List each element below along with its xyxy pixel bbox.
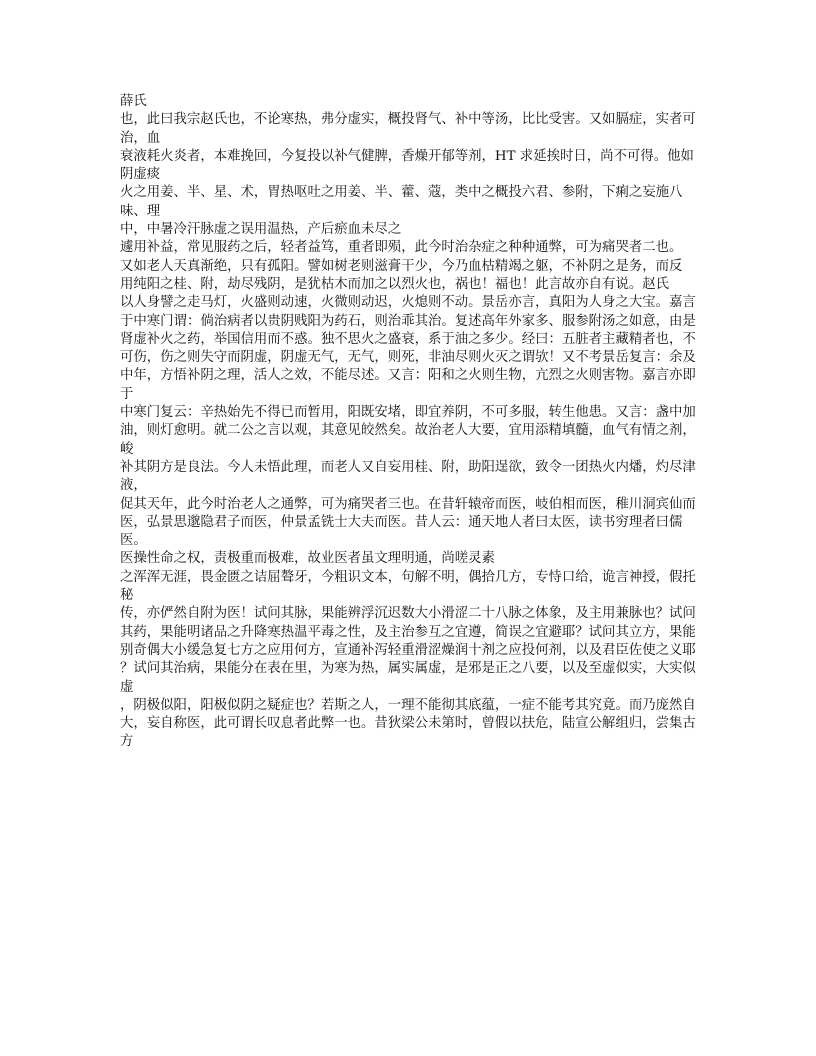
paragraph-line: 中年，方悟补阴之理，活人之效，不能尽述。又言：阳和之火则生物，亢烈之火则害物。嘉言亦即于 [120,368,696,402]
paragraph-line: 也，此曰我宗赵氏也，不论寒热，弗分虚实，概投肾气、补中等汤，比比受害。又如膈症，实者可治，血 [120,112,696,146]
paragraph-line: 医操性命之权，责极重而极难，故业医者虽文理明通，尚嗟灵素 [120,551,495,567]
paragraph-line: 又如老人天真渐绝，只有孤阳。譬如树老则滋膏干少，今乃血枯精竭之躯，不补阴之是务，而反 [120,258,683,274]
paragraph-line: 油，则灯愈明。就二公之言以观，其意见皎然矣。故治老人大要，宜用添精填髓，血气有情之剂，峻 [120,423,696,457]
paragraph-line: 可伤，伤之则失守而阴虚，阴虚无气，无气，则死，非油尽则火灭之谓欤！又不考景岳复言：余及 [120,350,696,366]
paragraph-line: 薛氏 [120,94,147,109]
paragraph-line: 中，中暑冷汗脉虚之误用温热，产后瘀血未尽之 [120,222,402,238]
paragraph-line: 别奇偶大小缓急复七方之应用何方，宣通补泻轻重滑涩燥润十剂之应投何剂，以及君臣佐使之义耶 [120,642,696,658]
paragraph-line: 补其阴方是良法。今人未悟此理，而老人又自妄用桂、附，助阳逞欲，致令一团热火内燔，灼尽津液， [120,459,696,494]
paragraph-line: ？试问其治病，果能分在表在里，为寒为热，属实属虚，是邪是正之八要，以及至虚似实，大实似虚 [120,661,696,695]
paragraph-line: 肾虚补火之药，举国信用而不惑。独不思火之盛衰，系于油之多少。经曰：五脏者主藏精者也，不 [120,331,696,347]
paragraph-line: 用纯阳之桂、附，劫尽残阴，是犹枯木而加之以烈火也，祸也！福也！此言故亦自有说。赵氏 [120,276,670,292]
paragraph-line: 遽用补益，常见服药之后，轻者益笃，重者即殒，此今时治杂症之种种通弊，可为痛哭者二也。 [120,240,683,256]
paragraph-line: 医，弘景思邈隐君子而医，仲景孟铣士大夫而医。昔人云：通天地人者曰太医，读书穷理者曰儒医。 [120,514,683,549]
paragraph-line: 以人身譬之走马灯，火盛则动速，火微则动迟，火熄则不动。景岳亦言，真阳为人身之大宝。嘉言 [120,295,696,311]
paragraph-line: 于中寒门谓：倘治病者以贵阴贱阳为药石，则治乖其治。复述高年外家多、服参附汤之如意，由是 [120,313,696,329]
paragraph-line: 中寒门复云：辛热始先不得已而暂用，阳既安堵，即宜养阴，不可多服，转生他患。又言：盏中加 [120,405,696,421]
paragraph-line: 衰液耗火炎者，本难挽回，今复投以补气健脾，香燥开郁等剂，HT 求延挨时日，尚不可得。他如阴虚痰 [120,148,694,183]
paragraph-line: 大，妄自称医，此可谓长叹息者此弊一也。昔狄梁公未第时，曾假以扶危，陆宣公解组归，尝集古方 [120,716,696,750]
paragraph-line: 传，亦俨然自附为医！试问其脉，果能辨浮沉迟数大小滑涩二十八脉之体象，及主用兼脉也？试问 [120,606,696,622]
paragraph-line: 火之用姜、半、星、术，胃热呕吐之用姜、半、藿、蔻，类中之概投六君、参附，下痢之妄施八味、理 [120,185,683,219]
paragraph-line: 其药，果能明诸品之升降寒热温平毒之性，及主治参互之宜遵，简误之宜避耶？试问其立方，果能 [120,624,696,640]
paragraph-line: 之浑浑无涯，畏金匮之诘屈聱牙，今粗识文本，句解不明，偶拾几方，专恃口给，诡言神授，假托秘 [120,569,696,604]
document-body [120,93,700,752]
paragraph-line: ，阴极似阳，阳极似阴之疑症也？若斯之人，一理不能彻其底蕴，一症不能考其究竟。而乃庞然自 [120,697,696,713]
paragraph-line: 促其天年，此今时治老人之通弊，可为痛哭者三也。在昔轩辕帝而医，岐伯相而医，稚川洞宾仙而 [120,496,696,512]
